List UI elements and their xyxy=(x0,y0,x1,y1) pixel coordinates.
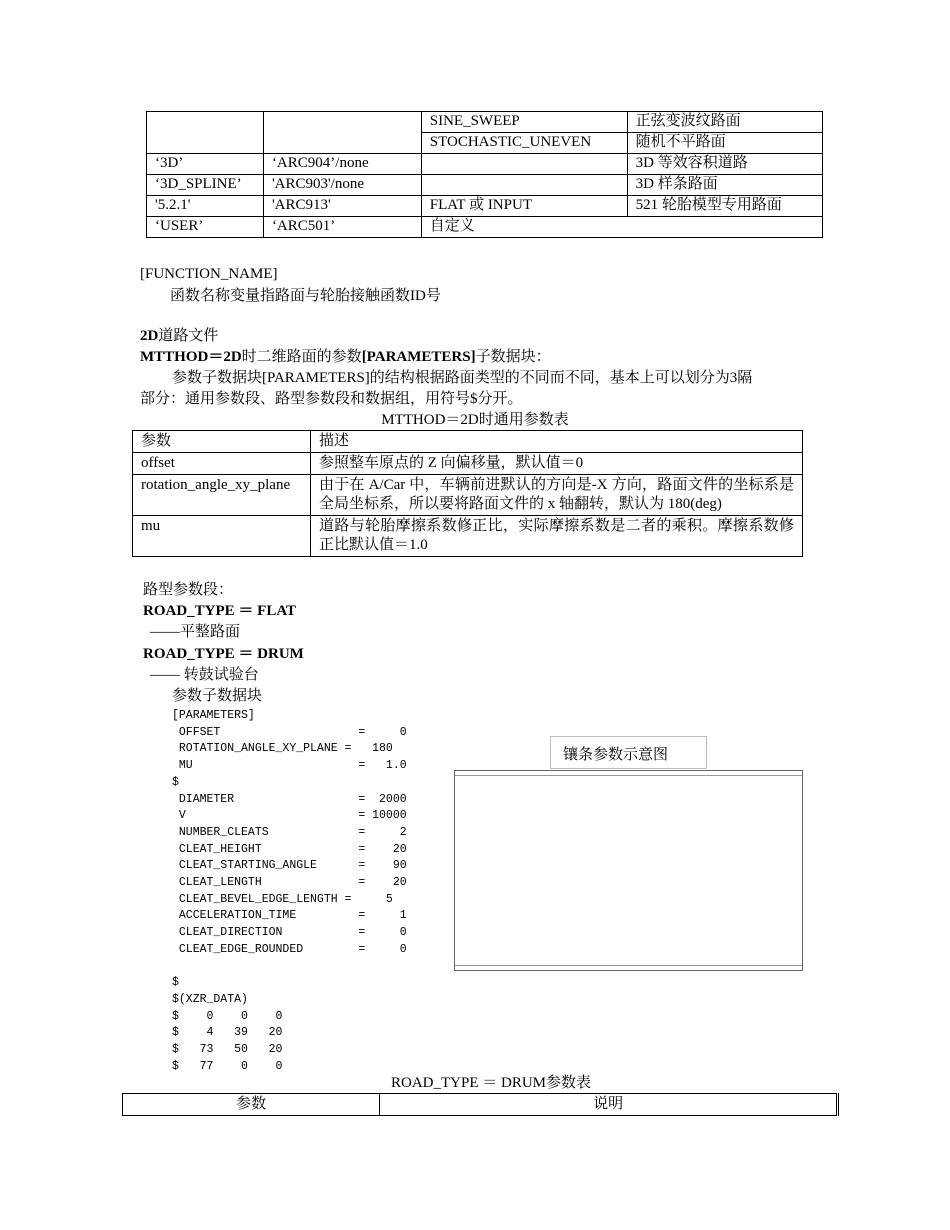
road-file-heading xyxy=(140,326,218,347)
road-type-table-body xyxy=(147,112,823,238)
table-header-cell: 参数 xyxy=(133,431,311,453)
table-cell: 参照整车原点的 Z 向偏移量，默认值＝0 xyxy=(310,453,802,475)
table-cell xyxy=(147,112,264,154)
drum-table-header-desc: 说明 xyxy=(380,1094,838,1116)
table-header-cell: 描述 xyxy=(310,431,802,453)
diagram-frame-inner-top xyxy=(455,775,802,776)
table-cell xyxy=(421,175,627,196)
table-cell: SINE_SWEEP xyxy=(421,112,627,133)
table-cell xyxy=(421,154,627,175)
table-cell: mu xyxy=(133,516,311,557)
table-row xyxy=(147,112,823,133)
diagram-frame-inner-bottom xyxy=(455,965,802,966)
method-parameters: [PARAMETERS] xyxy=(361,349,476,365)
table-row xyxy=(147,175,823,196)
table-cell: ‘ARC501’ xyxy=(263,217,421,238)
method-text: 时二维路面的参数 xyxy=(241,349,362,365)
method-name: MTTHOD＝2D xyxy=(140,349,242,365)
table-cell: 正弦变波纹路面 xyxy=(627,112,822,133)
table-cell: 自定义 xyxy=(421,217,822,238)
road-type-drum: ROAD_TYPE ＝ DRUM xyxy=(143,646,304,662)
table-cell xyxy=(263,112,421,154)
flat-description: ——平整路面 xyxy=(150,624,241,640)
table-cell: 3D 等效容积道路 xyxy=(627,154,822,175)
general-parameters-table xyxy=(132,430,803,557)
drum-table-header-param: 参数 xyxy=(123,1094,380,1116)
table-cell: 由于在 A/Car 中，车辆前进默认的方向是-X 方向，路面文件的坐标系是全局坐标系，所以要将路面文件的 x 轴翻转，默认为 180(deg) xyxy=(310,475,802,516)
table-cell: 521 轮胎模型专用路面 xyxy=(627,196,822,217)
parameter-block-label: 参数子数据块 xyxy=(172,688,263,704)
method-line xyxy=(140,347,551,368)
table-cell: 道路与轮胎摩擦系数修正比，实际摩擦系数是二者的乘积。摩擦系数修正比默认值＝1.0 xyxy=(310,516,802,557)
table-cell: 随机不平路面 xyxy=(627,133,822,154)
table-cell: FLAT 或 INPUT xyxy=(421,196,627,217)
drum-description: —— 转鼓试验台 xyxy=(150,667,259,683)
paragraph-line-1: 参数子数据块[PARAMETERS]的结构根据路面类型的不同而不同，基本上可以划分为3隔 xyxy=(172,370,753,386)
road-file-heading-rest: 道路文件 xyxy=(158,328,219,344)
table-cell: '5.2.1' xyxy=(147,196,264,217)
table-cell: offset xyxy=(133,453,311,475)
paragraph-line-2: 部分：通用参数段、路型参数段和数据组，用符号$分开。 xyxy=(140,391,523,407)
table-cell: 'ARC903'/none xyxy=(263,175,421,196)
table-row xyxy=(147,196,823,217)
drum-parameters-table xyxy=(122,1093,839,1116)
general-table-caption: MTTHOD＝2D时通用参数表 xyxy=(381,412,569,428)
road-section-heading: 路型参数段： xyxy=(143,582,234,598)
table-cell: 'ARC913' xyxy=(263,196,421,217)
method-suffix: 子数据块： xyxy=(475,349,551,365)
table-cell: ‘3D’ xyxy=(147,154,264,175)
table-cell: STOCHASTIC_UNEVEN xyxy=(421,133,627,154)
table-cell: ‘ARC904’/none xyxy=(263,154,421,175)
table-row xyxy=(133,475,803,516)
diagram-frame xyxy=(454,770,803,971)
table-row xyxy=(147,154,823,175)
table-row xyxy=(147,217,823,238)
diagram-label: 镶条参数示意图 xyxy=(563,747,669,763)
table-cell: ‘3D_SPLINE’ xyxy=(147,175,264,196)
road-file-heading-bold: 2D xyxy=(140,328,159,344)
table-row xyxy=(133,516,803,557)
drum-table-caption: ROAD_TYPE ＝ DRUM参数表 xyxy=(390,1075,591,1091)
road-type-table xyxy=(146,111,823,238)
table-cell: 3D 样条路面 xyxy=(627,175,822,196)
table-header-row xyxy=(133,431,803,453)
parameters-code-block: [PARAMETERS] OFFSET = 0 ROTATION_ANGLE_XY_PLANE = 180 MU = 1.0 $ DIAMETER = 2000 V = 10000 NUMBER_CLEATS = 2 CLEAT_HEIGHT = 20 CLEAT_STARTING_ANGLE = 90 CLEAT_LENGTH = 20 CLEAT_BEVEL_EDGE_LENGTH = 5 ACCELERATION_TIME = 1 CLEAT_DIRECTION = 0 CLEAT_EDGE_ROUNDED = 0 $ $(XZR_DATA) $ 0 0 0 $ 4 39 20 $ 73 50 20 $ 77 0 0 xyxy=(172,709,407,1073)
diagram-label-box xyxy=(550,736,707,769)
function-name-description: 函数名称变量指路面与轮胎接触函数ID号 xyxy=(170,288,441,304)
table-cell: ‘USER’ xyxy=(147,217,264,238)
road-type-flat: ROAD_TYPE ＝ FLAT xyxy=(143,603,297,619)
general-parameters-table-body xyxy=(133,431,803,557)
drum-table-header-row xyxy=(123,1094,838,1116)
table-row xyxy=(133,453,803,475)
function-name-heading: [FUNCTION_NAME] xyxy=(140,266,278,282)
table-cell: rotation_angle_xy_plane xyxy=(133,475,311,516)
